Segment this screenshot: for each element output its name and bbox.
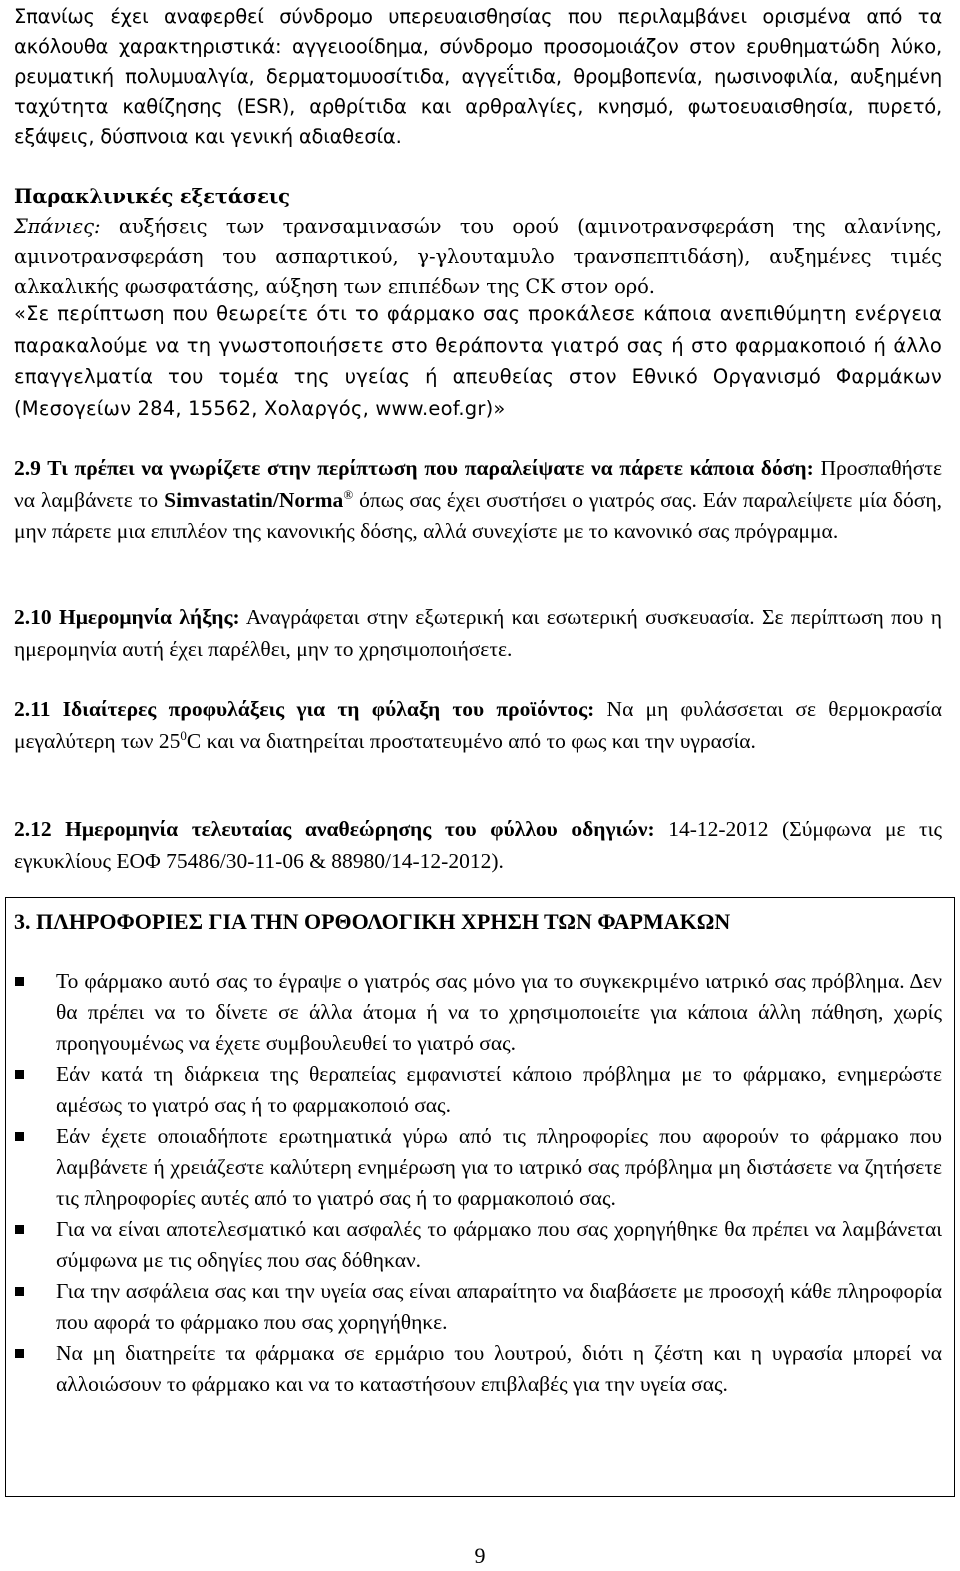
adverse-report-text: «Σε περίπτωση που θεωρείτε ότι το φάρμακο σας προκάλεσε κάποια ανεπιθύμητη ενέργεια παρακαλούμε να τη γνωστοποιήσετε στο θεράποντα γιατρό σας ή στο φαρμακοποιό ή άλλο επαγγελματία του τομέα της υγείας ή απευθείας στον Εθνικό Οργανισμό Φαρμάκων (Μεσογείων 284, 15562, Χολαργός, www.eof.gr)» bbox=[14, 302, 942, 420]
list-item-text: Για να είναι αποτελεσματικό και ασφαλές το φάρμακο που σας χορηγήθηκε θα πρέπει να λαμβάνεται σύμφωνα με τις οδηγίες που σας δόθηκαν. bbox=[56, 1217, 942, 1272]
lab-tests-rare-label: Σπάνιες: bbox=[14, 215, 101, 238]
list-item-text: Το φάρμακο αυτό σας το έγραψε ο γιατρός σας μόνο για το συγκεκριμένο ιατρικό σας πρόβλημα. Δεν θα πρέπει να το δίνετε σε άλλα άτομα ή να το χρησιμοποιείτε για κάποια άλλη πάθηση, χωρίς προηγουμένως να έχετε συμβουλευθεί το γιατρό σας. bbox=[56, 969, 942, 1055]
degree-mark: 0 bbox=[180, 727, 187, 743]
section-3-bullet-list bbox=[14, 966, 942, 1400]
square-bullet-icon bbox=[15, 1225, 24, 1234]
page-number: 9 bbox=[474, 1543, 486, 1568]
section-2-12 bbox=[14, 814, 942, 877]
lab-tests-rare-text: αυξήσεις των τρανσαμινασών του ορού (αμινοτρανσφεράση της αλανίνης, αμινοτρανσφεράση του ασπαρτικού, γ-γλουταμυλο τρανσπεπτιδάση), αυξημένες τιμές αλκαλικής φωσφατάσης, αύξηση των επιπέδων της CK στον ορό. bbox=[14, 215, 942, 298]
section-3-title: 3. ΠΛΗΡΟΦΟΡΙΕΣ ΓΙΑ ΤΗΝ ΟΡΘΟΛΟΓΙΚΗ ΧΡΗΣΗ ΤΩΝ ΦΑΡΜΑΚΩΝ bbox=[14, 909, 731, 934]
section-2-11-heading: 2.11 Ιδιαίτερες προφυλάξεις για τη φύλαξη του προϊόντος: bbox=[14, 697, 595, 721]
section-2-11-text-before: Να μη φυλάσσεται σε θερμοκρασία μεγαλύτερη των 25 bbox=[14, 697, 942, 753]
section-2-9-text-before: Προσπαθήστε να λαμβάνετε το bbox=[14, 456, 943, 512]
section-2-9-text-after: όπως σας έχει συστήσει ο γιατρός σας. Εάν παραλείψετε μία δόση, μην πάρετε μια επιπλέον της κανονικής δόσης, αλλά συνεχίστε με το κανονικό σας πρόγραμμα. bbox=[14, 487, 942, 543]
section-2-11-text-after: C και να διατηρείται προστατευμένο από το φως και την υγρασία. bbox=[186, 728, 756, 753]
square-bullet-icon bbox=[15, 1287, 24, 1296]
section-2-10 bbox=[14, 602, 942, 665]
square-bullet-icon bbox=[15, 977, 24, 986]
section-2-12-heading: 2.12 Ημερομηνία τελευταίας αναθεώρησης του φύλλου οδηγιών: bbox=[14, 817, 655, 841]
section-2-11 bbox=[14, 694, 942, 757]
list-item-text: Εάν κατά τη διάρκεια της θεραπείας εμφανιστεί κάποιο πρόβλημα με το φάρμακο, ενημερώστε αμέσως το γιατρό σας ή το φαρμακοποιό σας. bbox=[56, 1062, 942, 1117]
list-item-text: Εάν έχετε οποιαδήποτε ερωτηματικά γύρω από τις πληροφορίες που αφορούν το φάρμακο που λαμβάνετε ή χρειάζεστε καλύτερη ενημέρωση για το ιατρικό σας πρόβλημα μη διστάσετε να ζητήσετε τις πληροφορίες αυτές από το γιατρό σας ή το φαρμακοποιό σας. bbox=[56, 1124, 942, 1210]
lab-tests-heading: Παρακλινικές εξετάσεις bbox=[14, 185, 290, 208]
square-bullet-icon bbox=[15, 1132, 24, 1141]
list-item bbox=[14, 1276, 942, 1338]
registered-mark: ® bbox=[343, 486, 354, 502]
list-item-text: Για την ασφάλεια σας και την υγεία σας είναι απαραίτητο να διαβάσετε με προσοχή κάθε πληροφορία που αφορά το φάρμακο που σας χορηγήθηκε. bbox=[56, 1279, 942, 1334]
list-item bbox=[14, 1059, 942, 1121]
side-effects-text: Σπανίως έχει αναφερθεί σύνδρομο υπερευαισθησίας που περιλαμβάνει ορισμένα από τα ακόλουθα χαρακτηριστικά: αγγειοοίδημα, σύνδρομο προσομοιάζον στον ερυθηματώδη λύκο, ρευματική πολυμυαλγία, δερματομυοσίτιδα, αγγεΐτιδα, θρομβοπενία, ηωσινοφιλία, αυξημένη ταχύτητα καθίζησης (ESR), αρθρίτιδα και αρθραλγίες, κνησμό, φωτοευαισθησία, πυρετό, εξάψεις, δύσπνοια και γενική αδιαθεσία. bbox=[14, 5, 942, 148]
square-bullet-icon bbox=[15, 1349, 24, 1358]
product-name: Simvastatin/Norma bbox=[164, 487, 344, 512]
list-item bbox=[14, 1121, 942, 1214]
list-item bbox=[14, 966, 942, 1059]
list-item-text: Να μη διατηρείτε τα φάρμακα σε ερμάριο του λουτρού, διότι η ζέστη και η υγρασία μπορεί να αλλοιώσουν το φάρμακο και να το καταστήσουν επιβλαβές για την υγεία σας. bbox=[56, 1341, 942, 1396]
section-2-10-heading: 2.10 Ημερομηνία λήξης: bbox=[14, 605, 240, 629]
section-2-12-text: 14-12-2012 (Σύμφωνα με τις εγκυκλίους ΕΟΦ 75486/30-11-06 & 88980/14-12-2012). bbox=[14, 817, 942, 873]
lab-tests-block bbox=[14, 182, 942, 302]
section-2-9 bbox=[14, 453, 942, 548]
section-2-9-heading: 2.9 Τι πρέπει να γνωρίζετε στην περίπτωση που παραλείψατε να πάρετε κάποια δόση: bbox=[14, 456, 814, 480]
side-effects-paragraph bbox=[14, 2, 942, 152]
list-item bbox=[14, 1214, 942, 1276]
adverse-report-notice bbox=[14, 298, 942, 424]
square-bullet-icon bbox=[15, 1070, 24, 1079]
list-item bbox=[14, 1338, 942, 1400]
section-2-10-text: Αναγράφεται στην εξωτερική και εσωτερική συσκευασία. Σε περίπτωση που η ημερομηνία αυτή έχει παρέλθει, μην το χρησιμοποιήσετε. bbox=[14, 605, 942, 661]
